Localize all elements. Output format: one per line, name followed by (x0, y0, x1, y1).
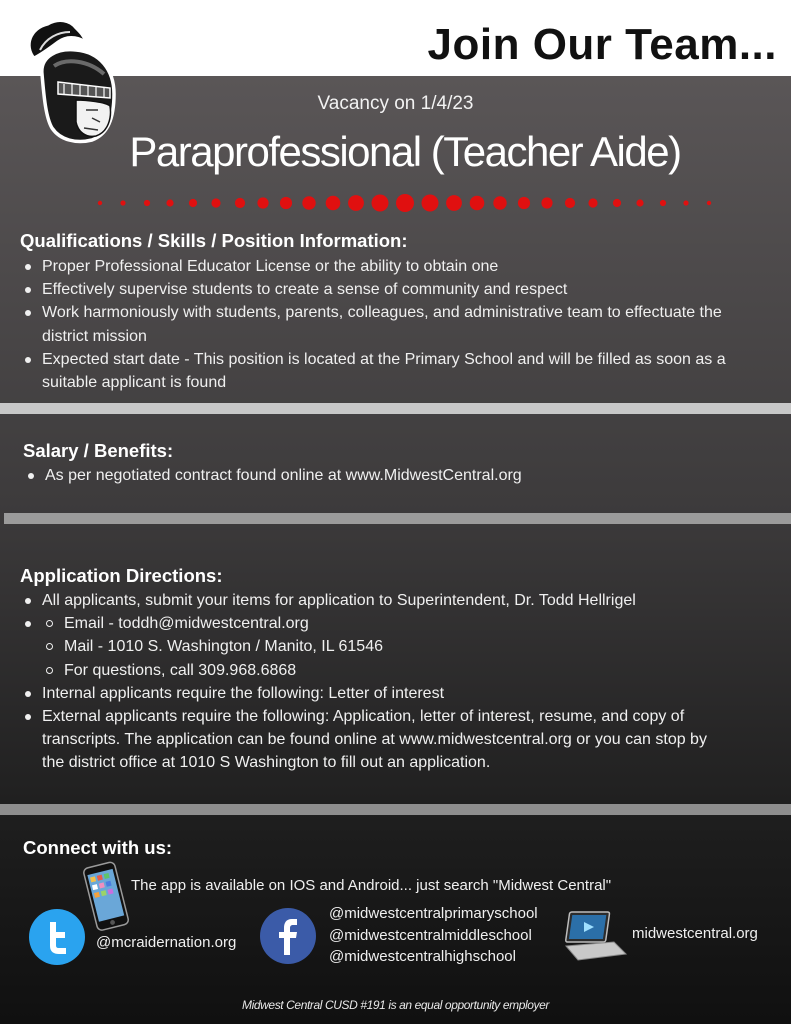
section-divider (4, 513, 791, 524)
laptop-icon (564, 910, 628, 962)
list-item: External applicants require the following: Application, letter of interest, resume, and copy of transcripts. The application can be found online at www.midwestcentral.org or you can stop by the district office at 1010 S Washington to fill out an application. (20, 705, 730, 775)
sub-list-item: Email - toddh@midwestcentral.org (42, 612, 730, 635)
qualifications-list (20, 255, 770, 394)
sub-list-item: Mail - 1010 S. Washington / Manito, IL 61546 (42, 635, 730, 658)
facebook-icon[interactable] (259, 907, 317, 965)
twitter-icon[interactable] (28, 908, 86, 966)
list-item: Internal applicants require the following: Letter of interest (20, 682, 730, 705)
list-item: All applicants, submit your items for application to Superintendent, Dr. Todd Hellrigel (20, 589, 730, 612)
app-availability-text: The app is available on IOS and Android... just search "Midwest Central" (131, 877, 612, 894)
phone-icon (78, 860, 136, 932)
website-link[interactable]: midwestcentral.org (632, 925, 758, 942)
connect-heading: Connect with us: (23, 837, 173, 858)
facebook-pages (329, 903, 538, 968)
contact-sublist (42, 612, 730, 682)
twitter-handle[interactable]: @mcraidernation.org (96, 934, 237, 951)
list-item: Effectively supervise students to create a sense of community and respect (20, 278, 770, 301)
qualifications-heading: Qualifications / Skills / Position Information: (20, 230, 408, 251)
facebook-page-high[interactable]: @midwestcentralhighschool (329, 948, 516, 965)
list-item: Expected start date - This position is located at the Primary School and will be filled as soon as a suitable applicant is found (20, 348, 770, 394)
facebook-page-middle[interactable]: @midwestcentralmiddleschool (329, 926, 532, 944)
list-item: Proper Professional Educator License or the ability to obtain one (20, 255, 770, 278)
dot-divider (92, 190, 717, 216)
section-divider (0, 403, 791, 414)
salary-heading: Salary / Benefits: (23, 440, 174, 461)
list-item: Work harmoniously with students, parents, colleagues, and administrative team to effectuate the district mission (20, 301, 732, 347)
section-divider (0, 804, 791, 815)
page-title: Join Our Team... (427, 20, 777, 69)
facebook-page-primary[interactable]: @midwestcentralprimaryschool (329, 905, 538, 922)
list-item: As per negotiated contract found online at www.MidwestCentral.org (23, 464, 773, 487)
application-heading: Application Directions: (20, 565, 223, 586)
footer-disclaimer: Midwest Central CUSD #191 is an equal opportunity employer (242, 998, 549, 1012)
sub-list-container (20, 612, 730, 682)
vacancy-date: Vacancy on 1/4/23 (317, 93, 474, 114)
salary-list (23, 464, 773, 487)
application-list (20, 589, 730, 775)
sub-list-item: For questions, call 309.968.6868 (42, 659, 730, 682)
job-title: Paraprofessional (Teacher Aide) (129, 128, 681, 175)
